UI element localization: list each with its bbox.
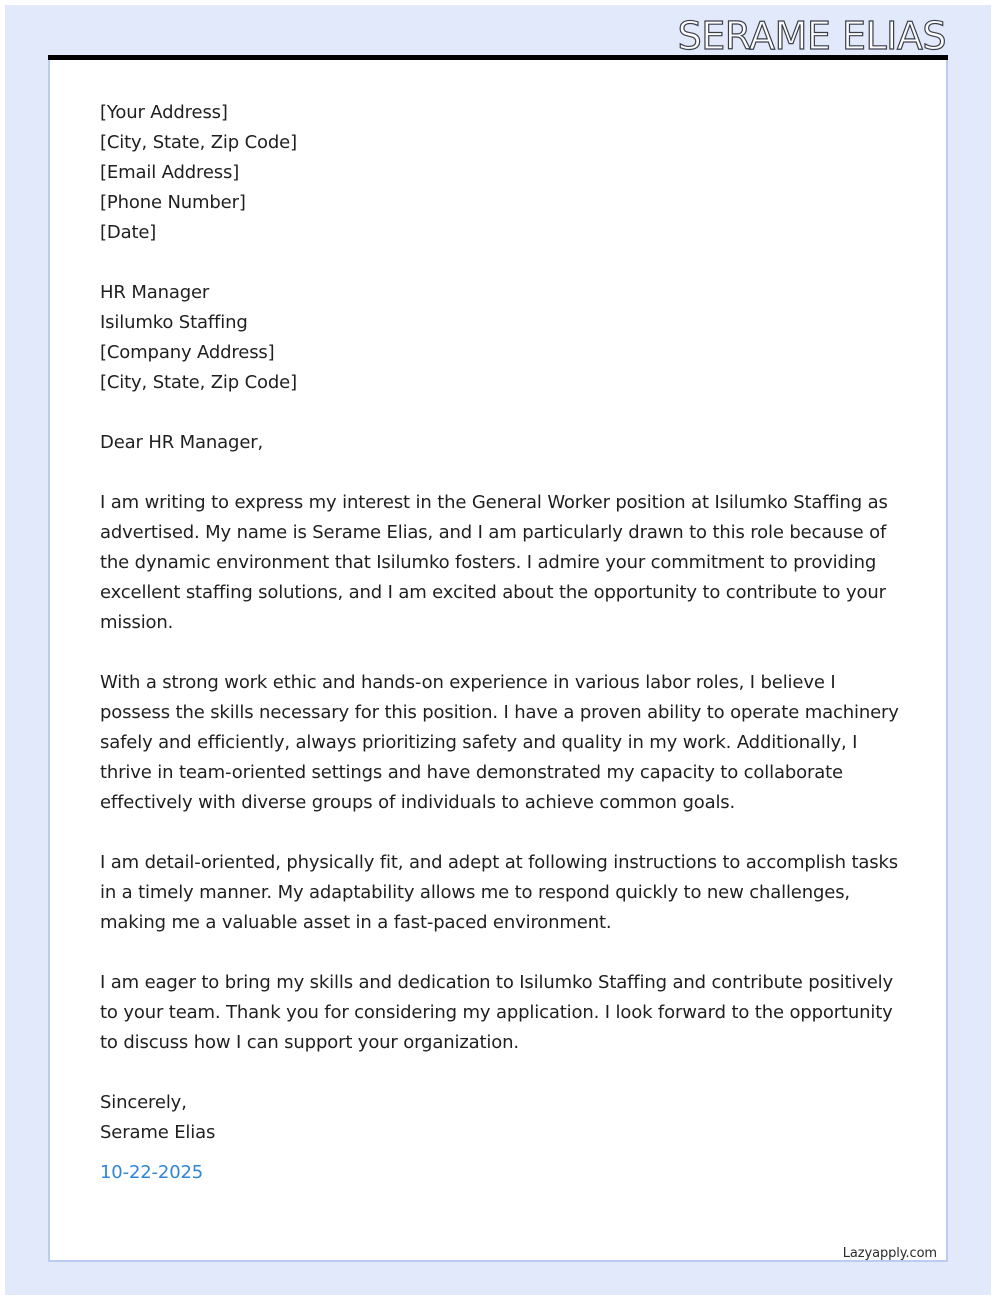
sign-off: Sincerely, xyxy=(100,1092,187,1113)
spacer xyxy=(100,818,900,848)
salutation: Dear HR Manager, xyxy=(100,432,264,453)
sender-phone: [Phone Number] xyxy=(100,192,246,213)
body-paragraph-1: I am writing to express my interest in the General Worker position at Isilumko Staffing as advertised. My name is Serame Elias, and I am particularly drawn to this role because of the dynamic environment that Isilumko fosters. I admire your commitment to providing excellent staffing solutions, and I am excited about the opportunity to contribute to your mission. xyxy=(100,492,888,633)
signature-name: Serame Elias xyxy=(100,1122,216,1143)
spacer xyxy=(100,248,900,278)
spacer xyxy=(100,638,900,668)
letter-body xyxy=(100,98,900,1188)
spacer xyxy=(100,1058,900,1088)
recipient-block xyxy=(100,278,900,398)
sender-date: [Date] xyxy=(100,222,157,243)
spacer xyxy=(100,458,900,488)
body-paragraph-4: I am eager to bring my skills and dedication to Isilumko Staffing and contribute positively to your team. Thank you for considering my application. I look forward to the opportunity to discuss how I can support your organization. xyxy=(100,972,894,1053)
header-name: SERAME ELIAS xyxy=(677,14,946,58)
closing-block xyxy=(100,1088,900,1188)
footer-brand: Lazyapply.com xyxy=(842,1246,937,1261)
body-paragraph-2: With a strong work ethic and hands-on experience in various labor roles, I believe I possess the skills necessary for this position. I have a proven ability to operate machinery safely and efficiently, always prioritizing safety and quality in my work. Additionally, I thrive in team-oriented settings and have demonstrated my capacity to collaborate effectively with diverse groups of individuals to achieve common goals. xyxy=(100,672,899,813)
closing-date: 10-22-2025 xyxy=(100,1162,204,1183)
recipient-address: [Company Address] xyxy=(100,342,275,363)
body-paragraph-3: I am detail-oriented, physically fit, and adept at following instructions to accomplish tasks in a timely manner. My adaptability allows me to respond quickly to new challenges, making me a valuable asset in a fast-paced environment. xyxy=(100,852,898,933)
spacer xyxy=(100,938,900,968)
recipient-city-state-zip: [City, State, Zip Code] xyxy=(100,372,297,393)
recipient-company: Isilumko Staffing xyxy=(100,312,248,333)
recipient-title: HR Manager xyxy=(100,282,210,303)
sender-city-state-zip: [City, State, Zip Code] xyxy=(100,132,297,153)
sender-address: [Your Address] xyxy=(100,102,228,123)
sender-email: [Email Address] xyxy=(100,162,240,183)
spacer xyxy=(100,398,900,428)
sender-block xyxy=(100,98,900,248)
